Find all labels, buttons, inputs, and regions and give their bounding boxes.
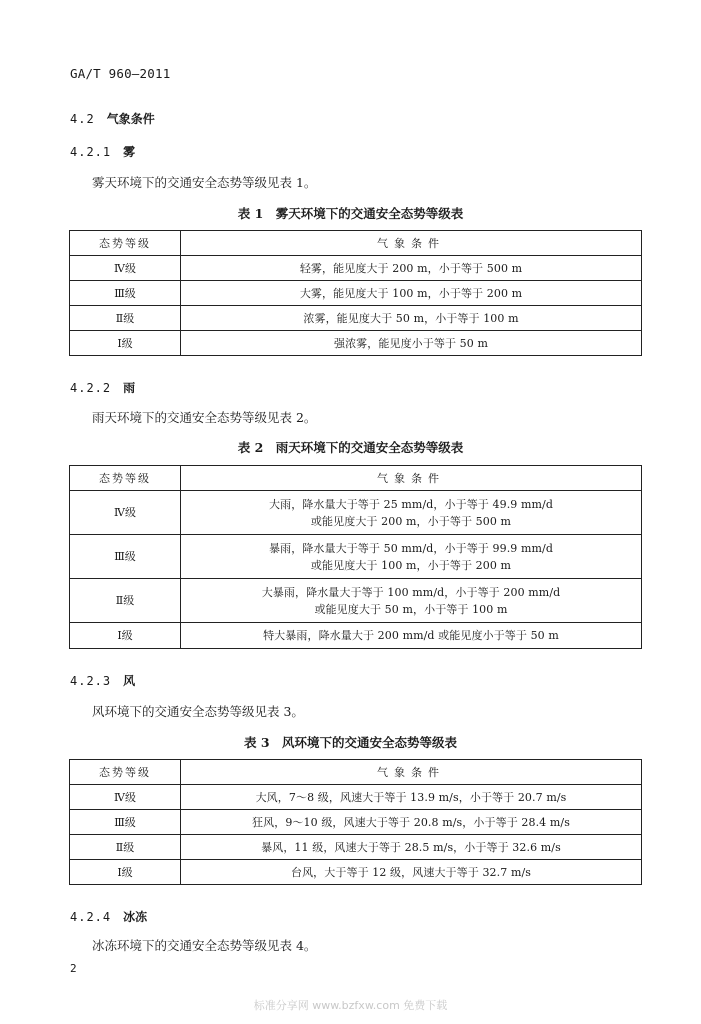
paragraph-wind: 风环境下的交通安全态势等级见表 3。	[92, 704, 304, 719]
watermark: 标准分享网 www.bzfxw.com 免费下载	[253, 999, 448, 1012]
level-cell: Ⅰ级	[70, 331, 181, 356]
condition-line: 或能见度大于 100 m，小于等于 200 m	[310, 558, 512, 572]
table-row	[70, 623, 642, 649]
table-row	[70, 331, 642, 356]
header-level: 态势等级	[70, 231, 181, 256]
header-level: 态势等级	[70, 760, 181, 785]
subsection-title: 冰冻	[123, 910, 148, 924]
table-row	[70, 256, 642, 281]
condition-line: 或能见度大于 50 m，小于等于 100 m	[314, 602, 508, 616]
condition-cell: 轻雾，能见度大于 200 m，小于等于 500 m	[181, 256, 642, 281]
table-1-caption: 表 1 雾天环境下的交通安全态势等级表	[237, 206, 464, 221]
header-condition: 气象条件	[181, 231, 642, 256]
condition-cell: 暴风，11 级，风速大于等于 28.5 m/s，小于等于 32.6 m/s	[181, 835, 642, 860]
level-cell: Ⅳ级	[70, 785, 181, 810]
table-row	[70, 860, 642, 885]
condition-cell: 特大暴雨，降水量大于 200 mm/d 或能见度小于等于 50 m	[181, 623, 642, 649]
subsection-title: 雾	[123, 145, 136, 159]
table-row	[70, 491, 642, 535]
condition-cell: 浓雾，能见度大于 50 m，小于等于 100 m	[181, 306, 642, 331]
level-cell: Ⅳ级	[70, 491, 181, 535]
condition-cell: 台风，大于等于 12 级，风速大于等于 32.7 m/s	[181, 860, 642, 885]
section-title: 气象条件	[106, 112, 155, 126]
level-cell: Ⅱ级	[70, 306, 181, 331]
condition-cell	[181, 579, 642, 623]
table-2-caption: 表 2 雨天环境下的交通安全态势等级表	[237, 440, 464, 455]
subsection-number: 4.2.4	[70, 910, 112, 924]
table-wind-levels	[69, 759, 642, 885]
condition-cell: 强浓雾，能见度小于等于 50 m	[181, 331, 642, 356]
subsection-title: 雨	[123, 381, 136, 395]
condition-cell: 大雾，能见度大于 100 m，小于等于 200 m	[181, 281, 642, 306]
subsection-number: 4.2.2	[70, 381, 112, 395]
condition-line: 大雨，降水量大于等于 25 mm/d，小于等于 49.9 mm/d	[269, 497, 553, 511]
table-row	[70, 535, 642, 579]
paragraph-ice: 冰冻环境下的交通安全态势等级见表 4。	[92, 938, 317, 953]
condition-cell	[181, 535, 642, 579]
subsection-title: 风	[123, 674, 136, 688]
page-number: 2	[70, 962, 77, 975]
level-cell: Ⅳ级	[70, 256, 181, 281]
condition-line: 暴雨，降水量大于等于 50 mm/d，小于等于 99.9 mm/d	[269, 541, 553, 555]
table-header-row	[70, 760, 642, 785]
subsection-heading-wind	[70, 672, 135, 689]
table-header-row	[70, 231, 642, 256]
table-row	[70, 281, 642, 306]
header-level: 态势等级	[70, 466, 181, 491]
subsection-number: 4.2.1	[70, 145, 112, 159]
table-3-caption: 表 3 风环境下的交通安全态势等级表	[243, 735, 458, 750]
level-cell: Ⅲ级	[70, 535, 181, 579]
section-number: 4.2	[70, 112, 95, 126]
condition-cell: 狂风，9～10 级，风速大于等于 20.8 m/s，小于等于 28.4 m/s	[181, 810, 642, 835]
paragraph-fog: 雾天环境下的交通安全态势等级见表 1。	[92, 175, 317, 190]
header-condition: 气象条件	[181, 760, 642, 785]
subsection-number: 4.2.3	[70, 674, 112, 688]
subsection-heading-rain	[70, 379, 135, 396]
level-cell: Ⅱ级	[70, 835, 181, 860]
table-row	[70, 810, 642, 835]
condition-cell	[181, 491, 642, 535]
level-cell: Ⅰ级	[70, 860, 181, 885]
table-row	[70, 579, 642, 623]
condition-line: 或能见度大于 200 m，小于等于 500 m	[310, 514, 512, 528]
level-cell: Ⅰ级	[70, 623, 181, 649]
level-cell: Ⅲ级	[70, 810, 181, 835]
document-code: GA/T 960—2011	[70, 66, 171, 81]
subsection-heading-fog	[70, 143, 135, 160]
header-condition: 气象条件	[181, 466, 642, 491]
table-row	[70, 835, 642, 860]
condition-cell: 大风，7～8 级，风速大于等于 13.9 m/s，小于等于 20.7 m/s	[181, 785, 642, 810]
section-heading-4-2	[70, 110, 155, 127]
subsection-heading-ice	[70, 908, 147, 925]
table-fog-levels	[69, 230, 642, 356]
table-rain-levels	[69, 465, 642, 649]
table-header-row	[70, 466, 642, 491]
level-cell: Ⅲ级	[70, 281, 181, 306]
condition-line: 大暴雨，降水量大于等于 100 mm/d，小于等于 200 mm/d	[261, 585, 561, 599]
level-cell: Ⅱ级	[70, 579, 181, 623]
paragraph-rain: 雨天环境下的交通安全态势等级见表 2。	[92, 410, 317, 425]
table-row	[70, 306, 642, 331]
table-row	[70, 785, 642, 810]
